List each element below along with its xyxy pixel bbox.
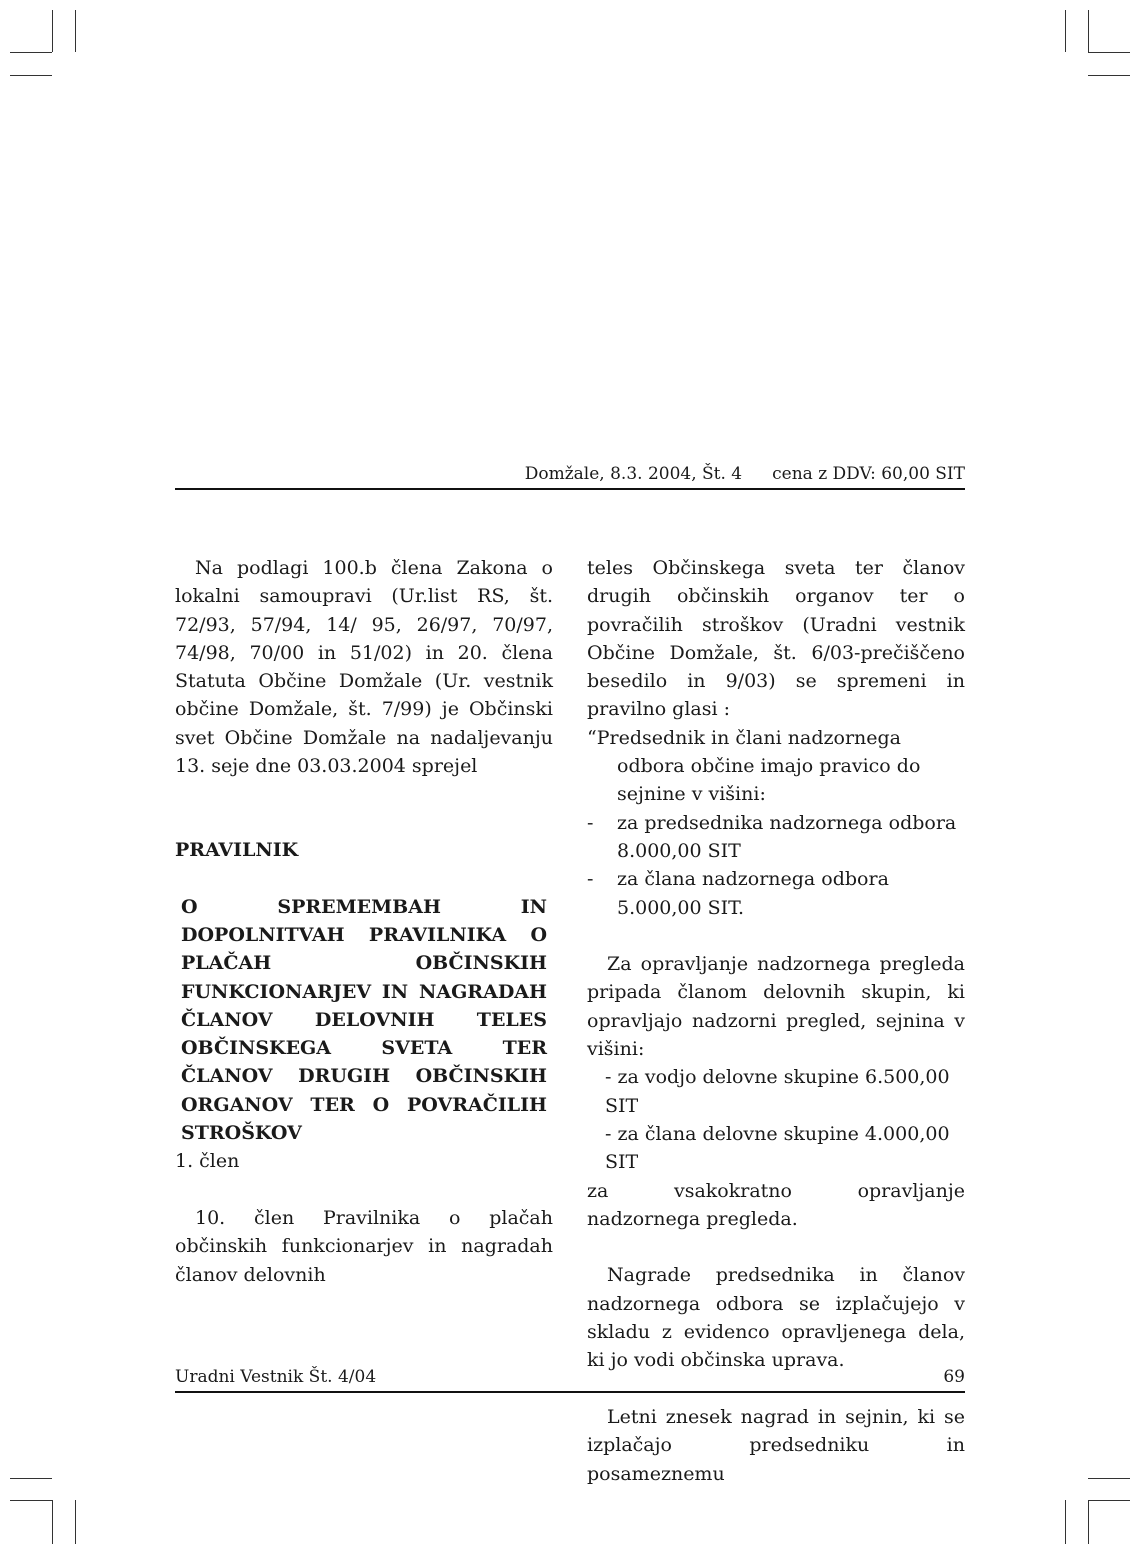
list-item xyxy=(587,865,965,922)
crop-mark xyxy=(1088,52,1130,53)
continuation-paragraph: teles Občinskega sveta ter članov drugih občinskih organov ter o povračilih stroškov (Uradni vestnik Občine Domžale, št. 6/03-prečiščeno besedilo in 9/03) se spremeni in pravilno glasi : xyxy=(587,557,965,721)
running-header xyxy=(175,462,965,486)
article-text: 10. člen Pravilnika o plačah občinskih funkcionarjev in nagradah članov delovnih xyxy=(175,1206,553,1286)
crop-mark xyxy=(52,10,53,52)
inspection-item: - za vodjo delovne skupine 6.500,00 SIT xyxy=(605,1066,950,1117)
crop-mark xyxy=(1088,10,1089,52)
quote-paragraph: “Predsednik in člani nadzornega odbora občine imajo pravico do sejnine v višini: xyxy=(587,726,921,806)
list-item-amount: 5.000,00 SIT. xyxy=(617,896,745,919)
crop-mark xyxy=(1065,1500,1066,1544)
list-dash: - xyxy=(587,868,594,891)
crop-mark xyxy=(75,1500,76,1544)
right-column xyxy=(587,554,965,1488)
inspection-paragraph-end: za vsakokratno opravljanje nadzornega pregleda. xyxy=(587,1179,965,1230)
list-item xyxy=(587,809,965,866)
crop-mark xyxy=(10,75,52,76)
crop-mark xyxy=(1088,1500,1130,1501)
crop-mark xyxy=(52,1500,53,1544)
list-item-amount: 8.000,00 SIT xyxy=(617,839,741,862)
page-number: 69 xyxy=(943,1367,965,1387)
crop-mark xyxy=(1088,1478,1130,1479)
inspection-item: - za člana delovne skupine 4.000,00 SIT xyxy=(605,1122,950,1174)
crop-mark xyxy=(10,52,52,53)
article-heading: 1. člen xyxy=(175,1150,240,1173)
list-item-label: za predsednika nadzornega odbora xyxy=(617,811,957,834)
crop-mark xyxy=(10,1500,52,1501)
intro-paragraph: Na podlagi 100.b člena Zakona o lokalni samoupravi (Ur.list RS, št. 72/93, 57/94, 14/ 95, 26/97, 70/97, 74/98, 70/00 in 51/02) in 20. člena Statuta Občine Domžale (Ur. vestnik občine Domžale, št. 7/99) je Občinski svet Občine Domžale na nadaljevanju 13. seje dne 03.03.2004 sprejel xyxy=(175,557,553,778)
running-footer xyxy=(175,1366,965,1388)
list-dash: - xyxy=(587,811,594,834)
header-rule xyxy=(175,488,965,490)
document-title: PRAVILNIK xyxy=(175,839,299,862)
header-date-issue: Domžale, 8.3. 2004, Št. 4 xyxy=(524,464,743,484)
header-price: cena z DDV: 60,00 SIT xyxy=(772,464,965,484)
payment-paragraph: Nagrade predsednika in članov nadzornega odbora se izplačujejo v skladu z evidenco opravljenega dela, ki jo vodi občinska uprava. xyxy=(587,1264,965,1372)
footer-rule xyxy=(175,1391,965,1393)
annual-amount-paragraph: Letni znesek nagrad in sejnin, ki se izplačajo predsedniku in posameznemu xyxy=(587,1405,965,1485)
crop-mark xyxy=(1088,1500,1089,1544)
list-item-label: za člana nadzornega odbora xyxy=(617,868,889,891)
inspection-paragraph: Za opravljanje nadzornega pregleda pripada članom delovnih skupin, ki opravljajo nadzorni pregled, sejnina v višini: xyxy=(587,953,965,1061)
crop-mark xyxy=(1065,10,1066,52)
crop-mark xyxy=(1088,75,1130,76)
crop-mark xyxy=(75,10,76,52)
document-subtitle: O SPREMEMBAH IN DOPOLNITVAH PRAVILNIKA O PLAČAH OBČINSKIH FUNKCIONARJEV IN NAGRADAH ČLANOV DELOVNIH TELES OBČINSKEGA SVETA TER ČLANOV DRUGIH OBČINSKIH ORGANOV TER O POVRAČILIH STROŠKOV xyxy=(181,895,547,1145)
crop-mark xyxy=(10,1478,52,1479)
left-column xyxy=(175,554,553,1289)
footer-publication: Uradni Vestnik Št. 4/04 xyxy=(175,1367,377,1387)
